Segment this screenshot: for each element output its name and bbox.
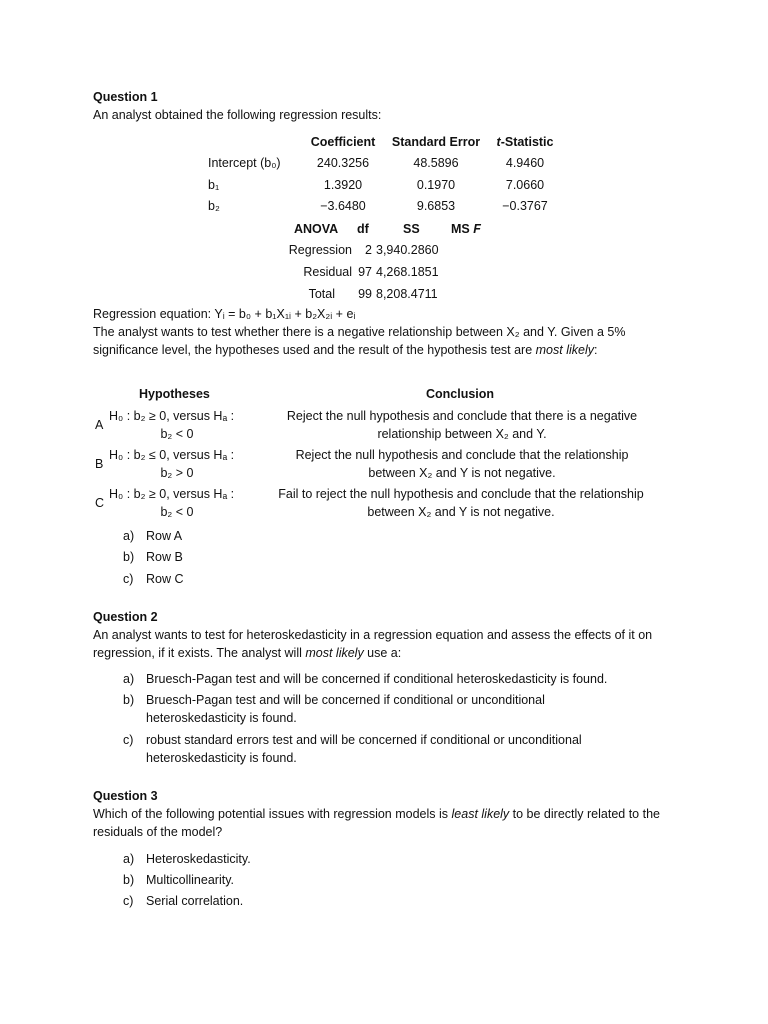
option-text: Multicollinearity. (146, 873, 234, 887)
row-letter: A (95, 418, 104, 432)
anova-header-ms-f: MS F (451, 222, 481, 236)
option-text: Bruesch-Pagan test and will be concerned if conditional or unconditional heteroskedasticity is found. (146, 693, 545, 725)
t-stat-value: −0.3767 (502, 199, 548, 213)
row-letter: C (95, 496, 105, 510)
hyp-header-hypotheses: Hypotheses (139, 387, 210, 401)
hypothesis-line-1: H₀ : b₂ ≤ 0, versus Hₐ : (109, 448, 235, 462)
coef-value: 1.3920 (323, 178, 363, 192)
std-error-value: 9.6853 (416, 199, 456, 213)
option-text: Heteroskedasticity. (146, 852, 251, 866)
option-letter: b) (123, 550, 135, 564)
hypothesis-line-2: b₂ < 0 (160, 427, 194, 441)
anova-header-ss: SS (403, 222, 420, 236)
q1-option-c[interactable] (123, 570, 184, 588)
q1-option-a[interactable] (123, 527, 183, 545)
option-letter: c) (123, 733, 134, 747)
coef-header-t-stat: t-Statistic (496, 135, 554, 149)
conclusion-line-1: Reject the null hypothesis and conclude that the relationship (295, 448, 629, 462)
question-1-title: Question 1 (93, 90, 158, 104)
option-text: Bruesch-Pagan test and will be concerned if conditional heteroskedasticity is found. (146, 672, 608, 686)
conclusion-line-2: relationship between X₂ and Y. (377, 427, 547, 441)
coef-row-label: Intercept (b₀) (208, 156, 281, 170)
anova-ss-value: 3,940.2860 (376, 243, 439, 257)
option-letter: c) (123, 894, 134, 908)
option-text: robust standard errors test and will be concerned if conditional or unconditional heteroskedasticity is found. (146, 733, 582, 765)
coef-value: 240.3256 (316, 156, 370, 170)
option-text: Row B (146, 550, 183, 564)
t-stat-value: 4.9460 (505, 156, 545, 170)
option-letter: a) (123, 852, 135, 866)
anova-header-df: df (357, 222, 369, 236)
hypothesis-line-1: H₀ : b₂ ≥ 0, versus Hₐ : (109, 409, 235, 423)
q3-option-c[interactable] (123, 892, 244, 910)
q2-option-a[interactable] (123, 670, 608, 688)
option-text: Row A (146, 529, 183, 543)
conclusion-line-1: Reject the null hypothesis and conclude that there is a negative (286, 409, 638, 423)
t-stat-value: 7.0660 (505, 178, 545, 192)
q3-option-b[interactable] (123, 871, 234, 889)
anova-row-label: Residual (303, 265, 352, 279)
q2-option-b[interactable] (123, 691, 545, 725)
question-1-text: The analyst wants to test whether there is a negative relationship between X₂ and Y. Given a 5% significance level, the hypotheses used and the result of the hypothesis test are most likely: (93, 325, 626, 357)
q2-option-c[interactable] (123, 731, 582, 765)
option-text: Serial correlation. (146, 894, 244, 908)
anova-df-value: 97 (358, 265, 372, 279)
anova-df-value: 2 (365, 243, 372, 257)
coef-row-label: b₁ (208, 178, 220, 192)
hyp-header-conclusion: Conclusion (426, 387, 495, 401)
coef-header-coefficient: Coefficient (310, 135, 376, 149)
anova-row-label: Regression (288, 243, 352, 257)
question-3-text: Which of the following potential issues with regression models is least likely to be directly related to the residuals of the model? (93, 807, 660, 839)
hypothesis-line-2: b₂ > 0 (160, 466, 194, 480)
option-text: Row C (146, 572, 184, 586)
anova-df-value: 99 (358, 287, 372, 301)
question-2-title: Question 2 (93, 610, 158, 624)
q3-option-a[interactable] (123, 850, 251, 868)
row-letter: B (95, 457, 104, 471)
conclusion-line-2: between X₂ and Y is not negative. (367, 505, 555, 519)
anova-ss-value: 8,208.4711 (376, 287, 438, 301)
q1-option-b[interactable] (123, 548, 183, 566)
option-letter: b) (123, 873, 135, 887)
option-letter: a) (123, 672, 135, 686)
std-error-value: 48.5896 (413, 156, 459, 170)
anova-ss-value: 4,268.1851 (376, 265, 439, 279)
coef-header-std-error: Standard Error (391, 135, 481, 149)
question-3-title: Question 3 (93, 789, 158, 803)
question-1-intro: An analyst obtained the following regression results: (93, 108, 382, 122)
coef-value: −3.6480 (320, 199, 366, 213)
std-error-value: 0.1970 (416, 178, 456, 192)
regression-equation: Regression equation: Yᵢ = b₀ + b₁X₁ᵢ + b₂X₂ᵢ + eᵢ (93, 307, 356, 321)
coef-row-label: b₂ (208, 199, 220, 213)
conclusion-line-1: Fail to reject the null hypothesis and conclude that the relationship (278, 487, 644, 501)
question-2-text: An analyst wants to test for heteroskedasticity in a regression equation and assess the effects of it on regression, if it exists. The analyst will most likely use a: (93, 628, 653, 660)
option-letter: a) (123, 529, 135, 543)
anova-header: ANOVA (294, 222, 339, 236)
option-letter: b) (123, 693, 135, 707)
hypothesis-line-1: H₀ : b₂ ≥ 0, versus Hₐ : (109, 487, 235, 501)
option-letter: c) (123, 572, 134, 586)
anova-row-label: Total (308, 287, 335, 301)
hypothesis-line-2: b₂ < 0 (160, 505, 194, 519)
conclusion-line-2: between X₂ and Y is not negative. (368, 466, 556, 480)
